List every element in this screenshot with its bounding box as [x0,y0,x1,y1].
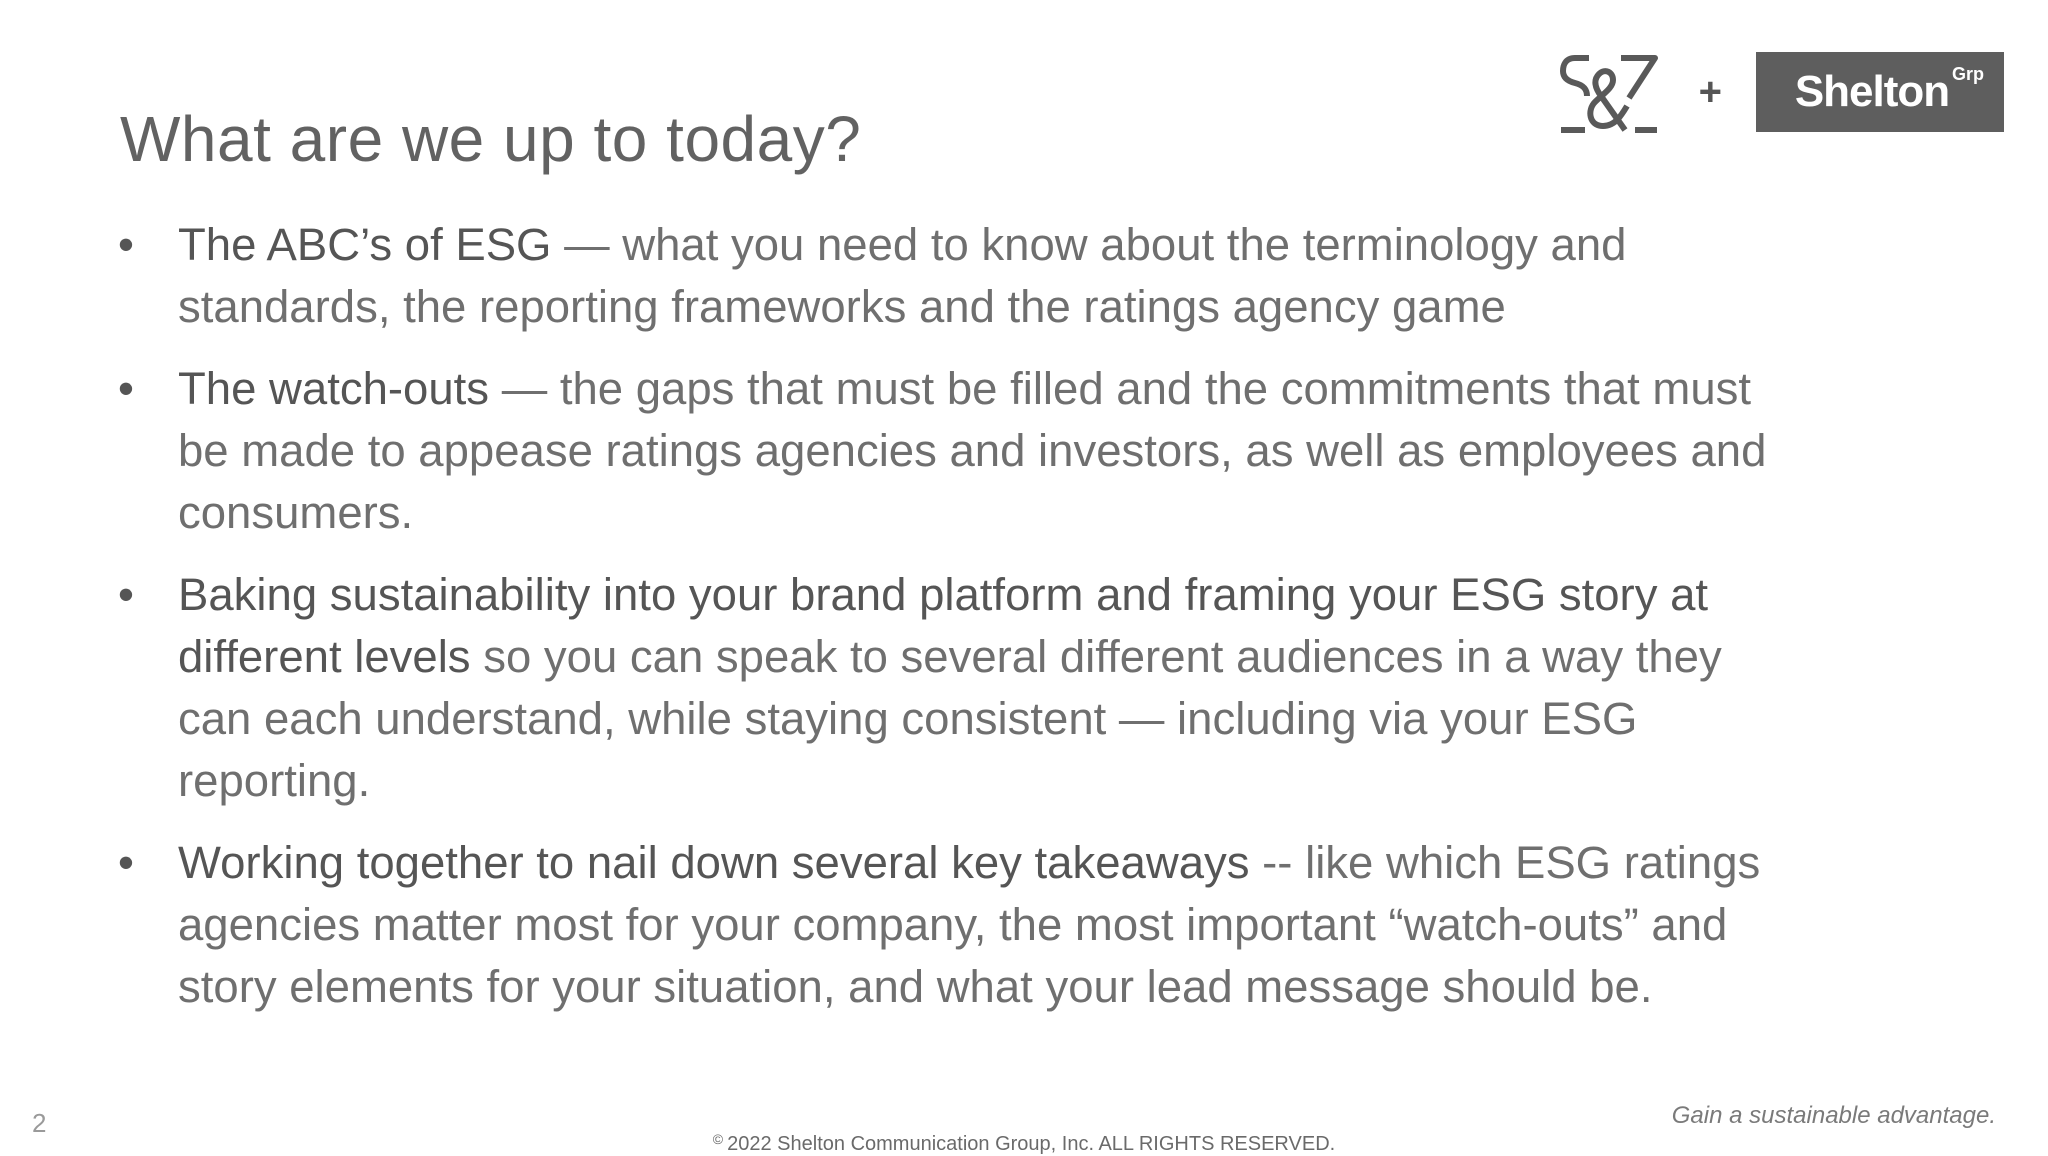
tagline: Gain a sustainable advantage. [1671,1102,1996,1129]
slide-title: What are we up to today? [120,103,862,175]
bullet-body-text: can each understand, while staying consistent — including via your ESG [178,693,1638,744]
bullet-line [178,894,1998,956]
bullet-line [178,358,1998,420]
bullet-body-text: standards, the reporting frameworks and the ratings agency game [178,281,1506,332]
sz-logo [1559,50,1659,134]
bullet-line [178,626,1998,688]
bullet-lead-text: different levels [178,631,471,682]
bullet-body-text: be made to appease ratings agencies and investors, as well as employees and [178,425,1767,476]
bullet-line [178,214,1998,276]
bullet-body-text: story elements for your situation, and what your lead message should be. [178,961,1653,1012]
bullet-lead-text: The ABC’s of ESG [178,219,552,270]
copyright-text: 2022 Shelton Communication Group, Inc. ALL RIGHTS RESERVED. [727,1133,1336,1155]
bullet-body-text: so you can speak to several different audiences in a way they [470,631,1722,682]
agenda-bullet-list [118,214,1998,1038]
bullet-lead-text: The watch-outs [178,363,490,414]
agenda-bullet [118,214,1998,338]
agenda-bullet [118,358,1998,544]
shelton-logo-sup: Grp [1951,64,1984,84]
bullet-line [178,956,1998,1018]
bullet-line [178,750,1998,812]
bullet-body-text: — what you need to know about the terminology and [551,219,1627,270]
bullet-line [178,688,1998,750]
bullet-body-text: reporting. [178,755,371,806]
logo-area [1559,50,2004,134]
bullet-line [178,420,1998,482]
bullet-marker: • [118,569,134,620]
bullet-lead-text: Working together to nail down several key takeaways [178,837,1250,888]
shelton-grp-logo [1756,52,2004,132]
copyright-footer [0,1131,2048,1156]
bullet-lead-text: Baking sustainability into your brand platform and framing your ESG story at [178,569,1709,620]
plus-sign: + [1698,70,1722,114]
bullet-body-text: agencies matter most for your company, the most important “watch-outs” and [178,899,1728,950]
bullet-body-text: -- like which ESG ratings [1249,837,1761,888]
bullet-line [178,276,1998,338]
agenda-bullet [118,832,1998,1018]
page-number: 2 [32,1108,47,1138]
bullet-body-text: — the gaps that must be filled and the commitments that must [489,363,1752,414]
copyright-symbol: © [712,1131,724,1147]
bullet-body-text: consumers. [178,487,414,538]
bullet-marker: • [118,363,134,414]
bullet-line [178,482,1998,544]
agenda-bullet [118,564,1998,812]
bullet-marker: • [118,837,134,888]
bullet-line [178,564,1998,626]
bullet-line [178,832,1998,894]
bullet-marker: • [118,219,134,270]
shelton-logo-name: Shelton [1794,67,1950,116]
